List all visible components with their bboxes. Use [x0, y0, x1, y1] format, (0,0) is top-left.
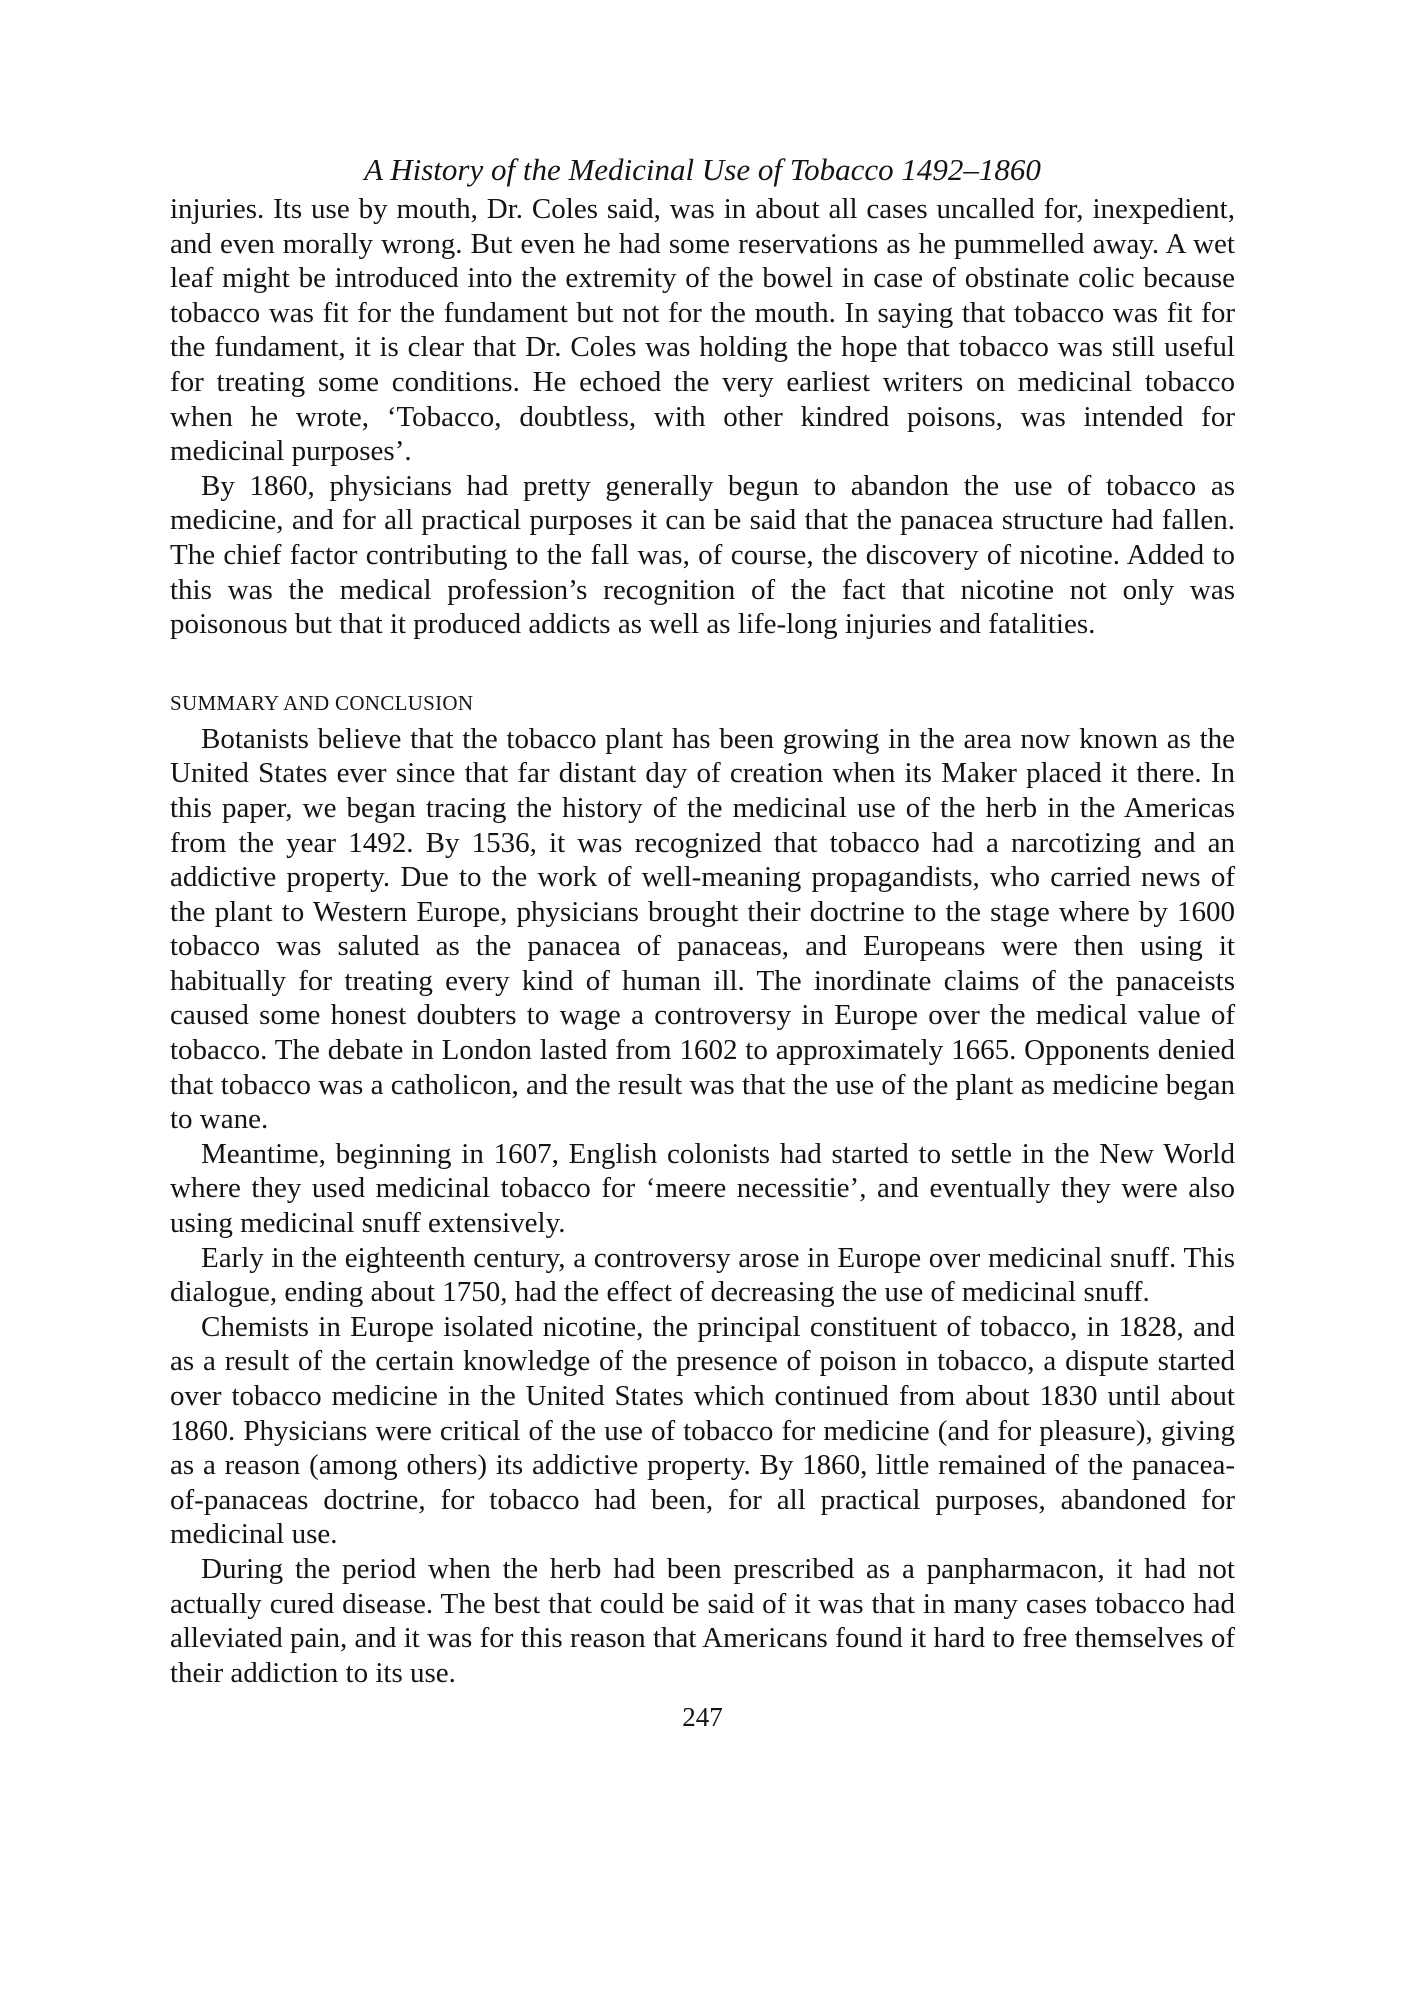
body-paragraph: injuries. Its use by mouth, Dr. Coles said, was in about all cases uncalled for, inexpedient, and even morally wrong. But even he had some reservations as he pummelled away. A wet leaf might be introduced into the extremity of the bowel in case of obstinate colic because tobacco was fit for the fundament but not for the mouth. In saying that tobacco was fit for the fundament, it is clear that Dr. Coles was holding the hope that tobacco was still useful for treating some conditions. He echoed the very earliest writers on medicinal tobacco when he wrote, ‘Tobacco, doubtless, with other kindred poisons, was intended for medicinal purposes’. — [170, 193, 1235, 468]
section-heading: SUMMARY AND CONCLUSION — [170, 690, 474, 715]
body-paragraph: By 1860, physicians had pretty generally begun to abandon the use of tobacco as medicine, and for all practical purposes it can be said that the panacea structure had fallen. The chief factor contributing to the fall was, of course, the discovery of nicotine. Added to this was the medical profession’s recognition of the fact that nicotine not only was poisonous but that it produced addicts as well as life-long injuries and fatalities. — [170, 469, 1235, 641]
body-paragraph: During the period when the herb had been prescribed as a panpharmacon, it had not actually cured disease. The best that could be said of it was that in many cases tobacco had alleviated pain, and it was for this reason that Americans found it hard to free themselves of their addiction to its use. — [170, 1552, 1235, 1689]
page-number: 247 — [682, 1702, 723, 1733]
body-paragraph: Meantime, beginning in 1607, English colonists had started to settle in the New World where they used medicinal tobacco for ‘meere necessitie’, and eventually they were also using medicinal snuff extensively. — [170, 1137, 1235, 1240]
body-paragraph: Botanists believe that the tobacco plant has been growing in the area now known as the United States ever since that far distant day of creation when its Maker placed it there. In this paper, we began tracing the history of the medicinal use of the herb in the Americas from the year 1492. By 1536, it was recognized that tobacco had a narcotizing and an addictive property. Due to the work of well-meaning propagandists, who carried news of the plant to Western Europe, physicians brought their doctrine to the stage where by 1600 tobacco was saluted as the panacea of panaceas, and Europeans were then using it habitually for treating every kind of human ill. The inordinate claims of the panaceists caused some honest doubters to wage a controversy in Europe over the medical value of tobacco. The debate in London lasted from 1602 to approximately 1665. Opponents denied that tobacco was a catholicon, and the result was that the use of the plant as medicine began to wane. — [170, 722, 1235, 1136]
body-paragraph: Early in the eighteenth century, a controversy arose in Europe over medicinal snuff. This dialogue, ending about 1750, had the effect of decreasing the use of medicinal snuff. — [170, 1241, 1235, 1309]
running-head: A History of the Medicinal Use of Tobacco 1492–1860 — [364, 152, 1041, 187]
body-paragraph: Chemists in Europe isolated nicotine, the principal constituent of tobacco, in 1828, and as a result of the certain knowledge of the presence of poison in tobacco, a dispute started over tobacco medicine in the United States which continued from about 1830 until about 1860. Physicians were critical of the use of tobacco for medicine (and for pleasure), giving as a reason (among others) its addictive property. By 1860, little remained of the panacea-of-panaceas doctrine, for tobacco had been, for all practical purposes, abandoned for medicinal use. — [170, 1310, 1235, 1551]
page — [170, 150, 1235, 1734]
